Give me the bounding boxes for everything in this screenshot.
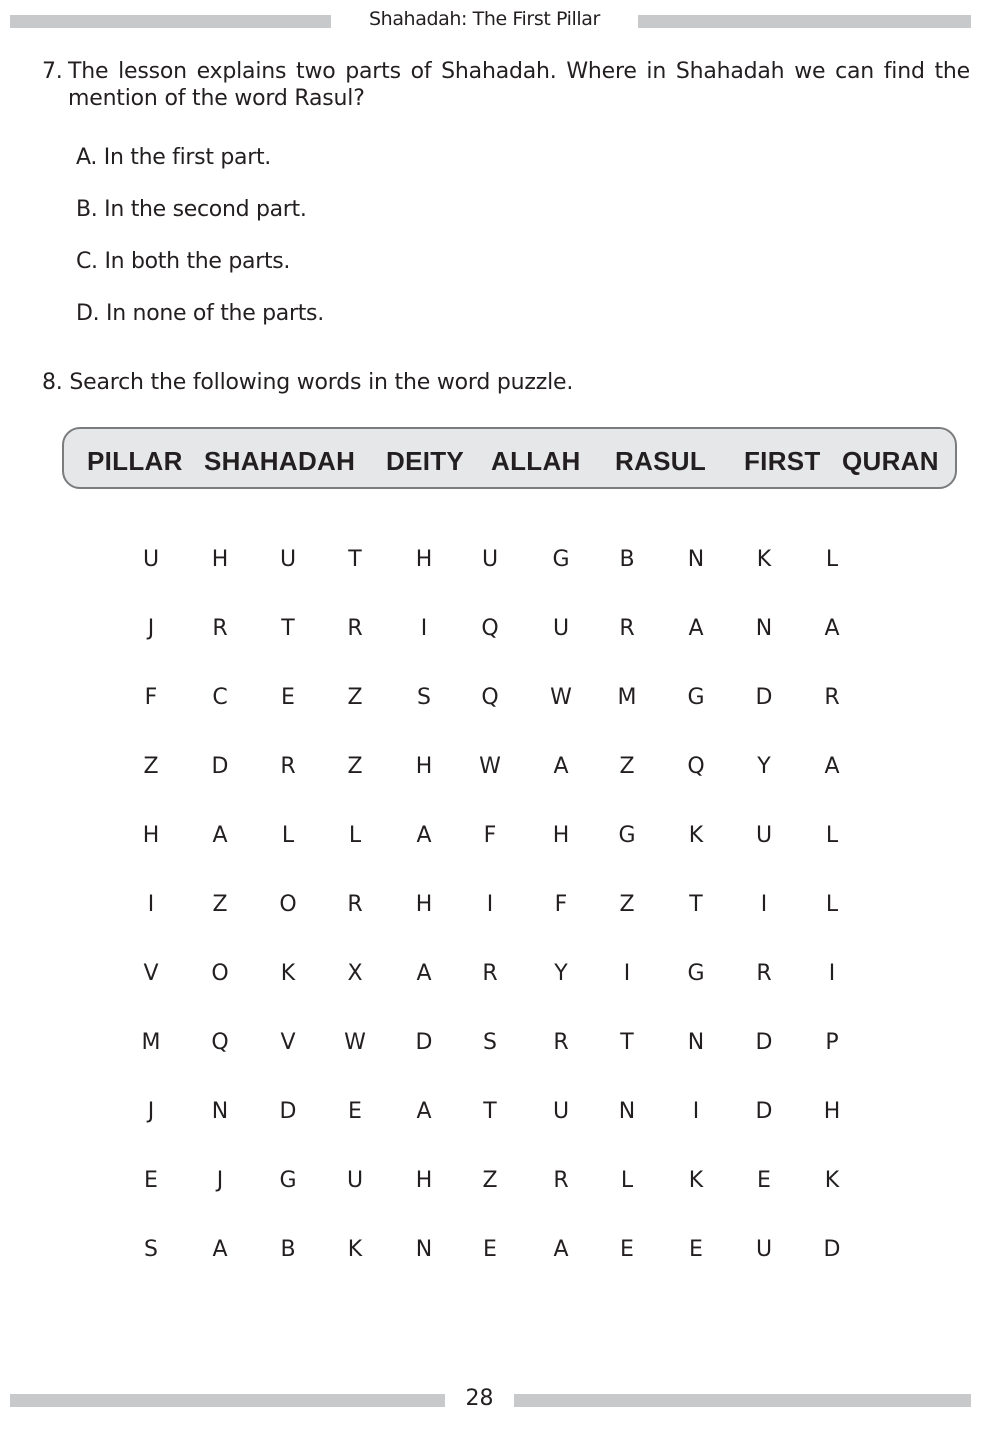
word-first: FIRST xyxy=(744,446,821,476)
grid-cell: H xyxy=(211,547,229,572)
grid-cell: D xyxy=(755,1099,773,1124)
grid-cell: R xyxy=(824,685,840,710)
grid-cell: L xyxy=(825,823,839,848)
grid-cell: J xyxy=(147,1099,155,1124)
grid-cell: E xyxy=(144,1168,158,1193)
grid-cell: E xyxy=(689,1237,703,1262)
grid-cell: R xyxy=(482,961,498,986)
grid-cell: A xyxy=(688,616,704,641)
grid-cell: T xyxy=(483,1099,497,1124)
grid-cell: L xyxy=(620,1168,634,1193)
grid-cell: B xyxy=(280,1237,296,1262)
grid-cell: P xyxy=(825,1030,839,1055)
grid-cell: U xyxy=(481,547,499,572)
grid-cell: W xyxy=(344,1030,366,1055)
grid-cell: A xyxy=(416,823,432,848)
grid-cell: D xyxy=(279,1099,297,1124)
grid-cell: T xyxy=(348,547,362,572)
grid-cell: F xyxy=(483,823,497,848)
grid-cell: K xyxy=(756,547,772,572)
grid-cell: B xyxy=(619,547,635,572)
grid-cell: U xyxy=(346,1168,364,1193)
grid-cell: L xyxy=(348,823,362,848)
word-deity: DEITY xyxy=(386,446,465,476)
grid-cell: Q xyxy=(687,754,705,779)
grid-cell: E xyxy=(620,1237,634,1262)
grid-cell: K xyxy=(688,1168,704,1193)
grid-cell: K xyxy=(824,1168,840,1193)
grid-cell: E xyxy=(483,1237,497,1262)
grid-cell: G xyxy=(687,961,705,986)
grid-cell: D xyxy=(823,1237,841,1262)
grid-cell: G xyxy=(279,1168,297,1193)
option-a: A. In the first part. xyxy=(76,145,271,170)
grid-cell: N xyxy=(687,547,705,572)
grid-cell: F xyxy=(144,685,158,710)
grid-cell: K xyxy=(347,1237,363,1262)
grid-cell: I xyxy=(692,1099,700,1124)
grid-cell: Q xyxy=(481,685,499,710)
grid-cell: U xyxy=(552,1099,570,1124)
grid-cell: S xyxy=(144,1237,158,1262)
grid-cell: E xyxy=(757,1168,771,1193)
grid-cell: Y xyxy=(554,961,568,986)
grid-cell: S xyxy=(417,685,431,710)
grid-cell: O xyxy=(211,961,229,986)
grid-cell: D xyxy=(755,1030,773,1055)
grid-cell: A xyxy=(553,1237,569,1262)
grid-cell: C xyxy=(212,685,228,710)
grid-cell: N xyxy=(755,616,773,641)
grid-cell: Z xyxy=(482,1168,498,1193)
word-quran: QURAN xyxy=(842,446,939,476)
grid-cell: V xyxy=(280,1030,296,1055)
grid-cell: R xyxy=(553,1168,569,1193)
grid-cell: I xyxy=(760,892,768,917)
grid-cell: I xyxy=(486,892,494,917)
grid-cell: L xyxy=(825,547,839,572)
grid-cell: K xyxy=(688,823,704,848)
grid-cell: R xyxy=(347,616,363,641)
word-shahadah: SHAHADAH xyxy=(204,446,356,476)
grid-cell: U xyxy=(552,616,570,641)
option-c: C. In both the parts. xyxy=(76,249,291,274)
grid-cell: N xyxy=(211,1099,229,1124)
grid-cell: T xyxy=(281,616,295,641)
grid-cell: N xyxy=(687,1030,705,1055)
grid-cell: D xyxy=(415,1030,433,1055)
grid-cell: W xyxy=(550,685,572,710)
grid-cell: M xyxy=(141,1030,161,1055)
page-number: 28 xyxy=(465,1386,494,1411)
grid-cell: N xyxy=(415,1237,433,1262)
grid-cell: Z xyxy=(347,685,363,710)
grid-cell: G xyxy=(687,685,705,710)
grid-cell: T xyxy=(620,1030,634,1055)
grid-cell: F xyxy=(554,892,568,917)
grid-cell: I xyxy=(828,961,836,986)
grid-cell: A xyxy=(212,1237,228,1262)
grid-cell: A xyxy=(212,823,228,848)
grid-cell: Z xyxy=(619,892,635,917)
grid-cell: R xyxy=(212,616,228,641)
grid-cell: Q xyxy=(211,1030,229,1055)
grid-cell: Z xyxy=(212,892,228,917)
grid-cell: X xyxy=(347,961,363,986)
word-allah: ALLAH xyxy=(491,446,581,476)
grid-cell: D xyxy=(755,685,773,710)
word-pillar: PILLAR xyxy=(87,446,183,476)
grid-cell: J xyxy=(147,616,155,641)
option-b: B. In the second part. xyxy=(76,197,307,222)
grid-cell: L xyxy=(825,892,839,917)
grid-cell: H xyxy=(415,547,433,572)
grid-cell: R xyxy=(347,892,363,917)
grid-cell: N xyxy=(618,1099,636,1124)
grid-cell: A xyxy=(824,616,840,641)
grid-cell: I xyxy=(147,892,155,917)
option-d: D. In none of the parts. xyxy=(76,301,324,326)
grid-cell: K xyxy=(280,961,296,986)
grid-cell: S xyxy=(483,1030,497,1055)
grid-cell: H xyxy=(142,823,160,848)
grid-cell: D xyxy=(211,754,229,779)
question-7-text: The lesson explains two parts of Shahadah. Where in Shahadah we can find the mention of the word Rasul? xyxy=(68,59,970,111)
grid-cell: I xyxy=(623,961,631,986)
grid-cell: U xyxy=(755,823,773,848)
question-8-text: 8. Search the following words in the word puzzle. xyxy=(42,370,574,395)
grid-cell: J xyxy=(216,1168,224,1193)
grid-cell: Z xyxy=(619,754,635,779)
grid-cell: I xyxy=(420,616,428,641)
question-7-number: 7. xyxy=(42,59,63,84)
grid-cell: V xyxy=(143,961,159,986)
grid-cell: U xyxy=(279,547,297,572)
grid-cell: R xyxy=(553,1030,569,1055)
grid-cell: Z xyxy=(143,754,159,779)
grid-cell: A xyxy=(824,754,840,779)
grid-cell: O xyxy=(279,892,297,917)
grid-cell: H xyxy=(552,823,570,848)
grid-cell: Z xyxy=(347,754,363,779)
grid-cell: W xyxy=(479,754,501,779)
grid-cell: E xyxy=(281,685,295,710)
grid-cell: E xyxy=(348,1099,362,1124)
footer-divider-right xyxy=(514,1394,971,1407)
grid-cell: G xyxy=(552,547,570,572)
grid-cell: H xyxy=(823,1099,841,1124)
grid-cell: Y xyxy=(757,754,771,779)
grid-cell: L xyxy=(281,823,295,848)
grid-cell: A xyxy=(416,961,432,986)
word-rasul: RASUL xyxy=(615,446,707,476)
grid-cell: G xyxy=(618,823,636,848)
grid-cell: H xyxy=(415,1168,433,1193)
footer-divider-left xyxy=(10,1394,445,1407)
grid-cell: R xyxy=(756,961,772,986)
grid-cell: A xyxy=(416,1099,432,1124)
grid-cell: H xyxy=(415,754,433,779)
grid-cell: T xyxy=(689,892,703,917)
grid-cell: U xyxy=(755,1237,773,1262)
grid-cell: H xyxy=(415,892,433,917)
grid-cell: U xyxy=(142,547,160,572)
grid-cell: A xyxy=(553,754,569,779)
grid-cell: R xyxy=(619,616,635,641)
grid-cell: R xyxy=(280,754,296,779)
grid-cell: Q xyxy=(481,616,499,641)
grid-cell: M xyxy=(617,685,637,710)
page-title: Shahadah: The First Pillar xyxy=(369,8,600,30)
